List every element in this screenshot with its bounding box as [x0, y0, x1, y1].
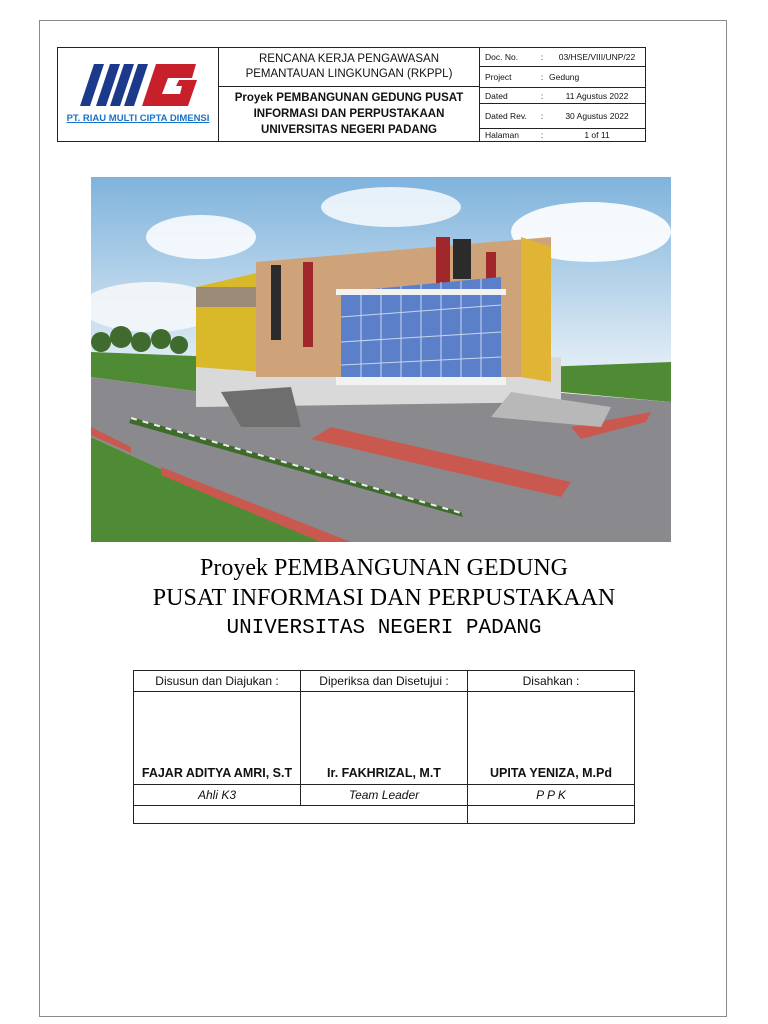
company-name: PT. RIAU MULTI CIPTA DIMENSI	[66, 113, 210, 124]
info-row-dated-rev	[480, 104, 645, 129]
signature-header-row	[134, 671, 635, 692]
doc-info	[480, 48, 645, 141]
main-title-line1: Proyek PEMBANGUNAN GEDUNG	[200, 555, 568, 581]
doc-title-line1: RENCANA KERJA PENGAWASAN	[259, 53, 439, 65]
header-checked: Diperiksa dan Disetujui :	[301, 671, 468, 692]
project-line1: Proyek PEMBANGUNAN GEDUNG PUSAT	[234, 92, 464, 104]
signer-role: Team Leader	[301, 785, 468, 806]
doc-title	[219, 48, 479, 87]
info-row-doc-no	[480, 48, 645, 67]
signature-role-row	[134, 785, 635, 806]
info-row-dated	[480, 88, 645, 104]
info-row-halaman	[480, 129, 645, 141]
signer-name: UPITA YENIZA, M.Pd	[468, 762, 635, 785]
signature-space	[301, 692, 468, 763]
info-label: Dated	[485, 90, 508, 101]
info-value: 1 of 11	[584, 130, 610, 140]
signature-empty-row	[134, 806, 635, 824]
signature-table	[133, 670, 635, 824]
doc-title-line2: PEMANTAUAN LINGKUNGAN (RKPPL)	[245, 68, 453, 80]
building-rendering	[91, 177, 671, 542]
signer-role: Ahli K3	[134, 785, 301, 806]
signature-space	[134, 692, 301, 763]
info-row-project	[480, 67, 645, 88]
signature-space	[468, 692, 635, 763]
main-title-line3: UNIVERSITAS NEGERI PADANG	[226, 617, 542, 640]
document-header	[57, 47, 646, 142]
info-value: 30 Agustus 2022	[565, 111, 629, 121]
project-line2: INFORMASI DAN PERPUSTAKAAN	[253, 108, 445, 120]
info-value: 03/HSE/VIII/UNP/22	[558, 52, 636, 62]
signer-name: FAJAR ADITYA AMRI, S.T	[134, 762, 301, 785]
signer-name: Ir. FAKHRIZAL, M.T	[301, 762, 468, 785]
info-value: Gedung	[549, 72, 580, 82]
project-title	[219, 87, 479, 141]
header-prepared: Disusun dan Diajukan :	[134, 671, 301, 692]
signature-space-row	[134, 692, 635, 763]
info-colon: :	[540, 130, 544, 140]
main-title-line2: PUSAT INFORMASI DAN PERPUSTAKAAN	[152, 585, 616, 611]
info-label: Halaman	[485, 130, 520, 140]
info-label: Project	[485, 72, 512, 82]
empty-cell	[468, 806, 635, 824]
info-colon: :	[540, 72, 544, 82]
info-value: 11 Agustus 2022	[565, 90, 629, 101]
info-colon: :	[540, 52, 544, 62]
info-colon: :	[540, 111, 544, 121]
info-label: Dated Rev.	[485, 111, 527, 121]
header-approved: Disahkan :	[468, 671, 635, 692]
signature-name-row	[134, 762, 635, 785]
doc-title-cell	[219, 48, 480, 141]
empty-cell	[134, 806, 468, 824]
logo-cell	[58, 48, 219, 141]
info-colon: :	[540, 90, 544, 101]
project-line3: UNIVERSITAS NEGERI PADANG	[261, 124, 437, 136]
company-logo	[80, 56, 198, 108]
signer-role: P P K	[468, 785, 635, 806]
info-label: Doc. No.	[485, 52, 519, 62]
